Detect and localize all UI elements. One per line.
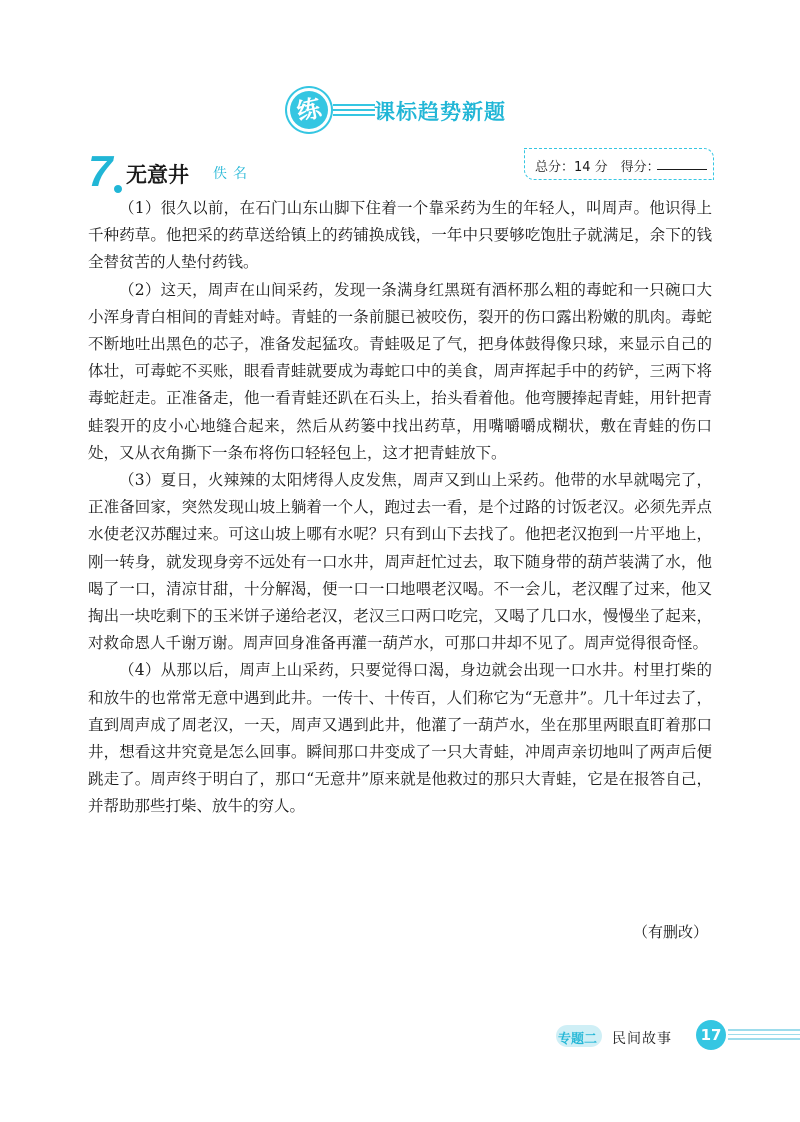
score-blank[interactable] xyxy=(657,169,707,170)
paragraph-3: （3）夏日，火辣辣的太阳烤得人皮发焦，周声又到山上采药。他带的水早就喝完了，正准备回家，突然发现山坡上躺着一个人，跑过去一看，是个过路的讨饭老汉。必须先弄点水使老汉苏醒过来。可这山坡上哪有水呢？只有到山下去找了。他把老汉抱到一片平地上，刚一转身，就发现身旁不远处有一口水井，周声赶忙过去，取下随身带的葫芦装满了水，他喝了一口，清凉甘甜，十分解渴，便一口一口地喂老汉喝。不一会儿，老汉醒了过来，他又掏出一块吃剩下的玉米饼子递给老汉，老汉三口两口吃完，又喝了几口水，慢慢坐了起来，对救命恩人千谢万谢。周声回身准备再灌一葫芦水，可那口井却不见了。周声觉得很奇怪。 xyxy=(88,471,712,653)
practice-badge-label: 练 xyxy=(294,93,324,127)
page-footer xyxy=(550,1020,800,1054)
practice-badge xyxy=(287,88,331,132)
footer-lines xyxy=(728,1029,800,1043)
lesson-number: 7 xyxy=(88,147,113,196)
section-title: 课标趋势新题 xyxy=(374,100,506,124)
lesson-author: 佚名 xyxy=(213,166,253,182)
section-banner xyxy=(0,88,800,136)
paragraph-4: （4）从那以后，周声上山采药，只要觉得口渴，身边就会出现一口水井。村里打柴的和放牛的也常常无意中遇到此井。一传十、十传百，人们称它为“无意井”。几十年过去了，直到周声成了周老汉，一天，周声又遇到此井，他灌了一葫芦水，坐在那里两眼直盯着那口井，想看这井究竟是怎么回事。瞬间那口井变成了一只大青蛙，冲周声亲切地叫了两声后便跳走了。周声终于明白了，那口“无意井”原来就是他救过的那只大青蛙，它是在报答自己，并帮助那些打柴、放牛的穷人。 xyxy=(88,661,712,816)
adaptation-note: （有删改） xyxy=(632,923,708,941)
banner-stripes xyxy=(333,104,375,118)
lesson-title: 无意井 xyxy=(126,162,189,187)
paragraph-1: （1）很久以前，在石门山东山脚下住着一个靠采药为生的年轻人，叫周声。他识得上千种药草。他把采的药草送给镇上的药铺换成钱，一年中只要够吃饱肚子就满足，余下的钱全替贫苦的人垫付药钱。 xyxy=(88,199,712,272)
topic-chip-label: 专题二 xyxy=(558,1032,598,1047)
score-box xyxy=(524,148,714,180)
lesson-number-dot xyxy=(114,185,122,193)
topic-name: 民间故事 xyxy=(612,1031,672,1047)
paragraph-2: （2）这天，周声在山间采药，发现一条满身红黑斑有酒杯那么粗的毒蛇和一只碗口大小浑身青白相间的青蛙对峙。青蛙的一条前腿已被咬伤，裂开的伤口露出粉嫩的肌肉。毒蛇不断地吐出黑色的芯子，准备发起猛攻。青蛙吸足了气，把身体鼓得像只球，来显示自己的体壮，可毒蛇不买账，眼看青蛙就要成为毒蛇口中的美食，周声挥起手中的药铲，三两下将毒蛇赶走。正准备走，他一看青蛙还趴在石头上，抬头看着他。他弯腰捧起青蛙，用针把青蛙裂开的皮小心地缝合起来，然后从药篓中找出药草，用嘴嚼嚼成糊状，敷在青蛙的伤口处，又从衣角撕下一条布将伤口轻轻包上，这才把青蛙放下。 xyxy=(88,280,712,462)
score-label: 总分：14 分 得分： xyxy=(535,160,660,175)
page-number: 17 xyxy=(700,1026,722,1044)
page-number-badge xyxy=(696,1020,726,1050)
story-body xyxy=(88,195,712,821)
